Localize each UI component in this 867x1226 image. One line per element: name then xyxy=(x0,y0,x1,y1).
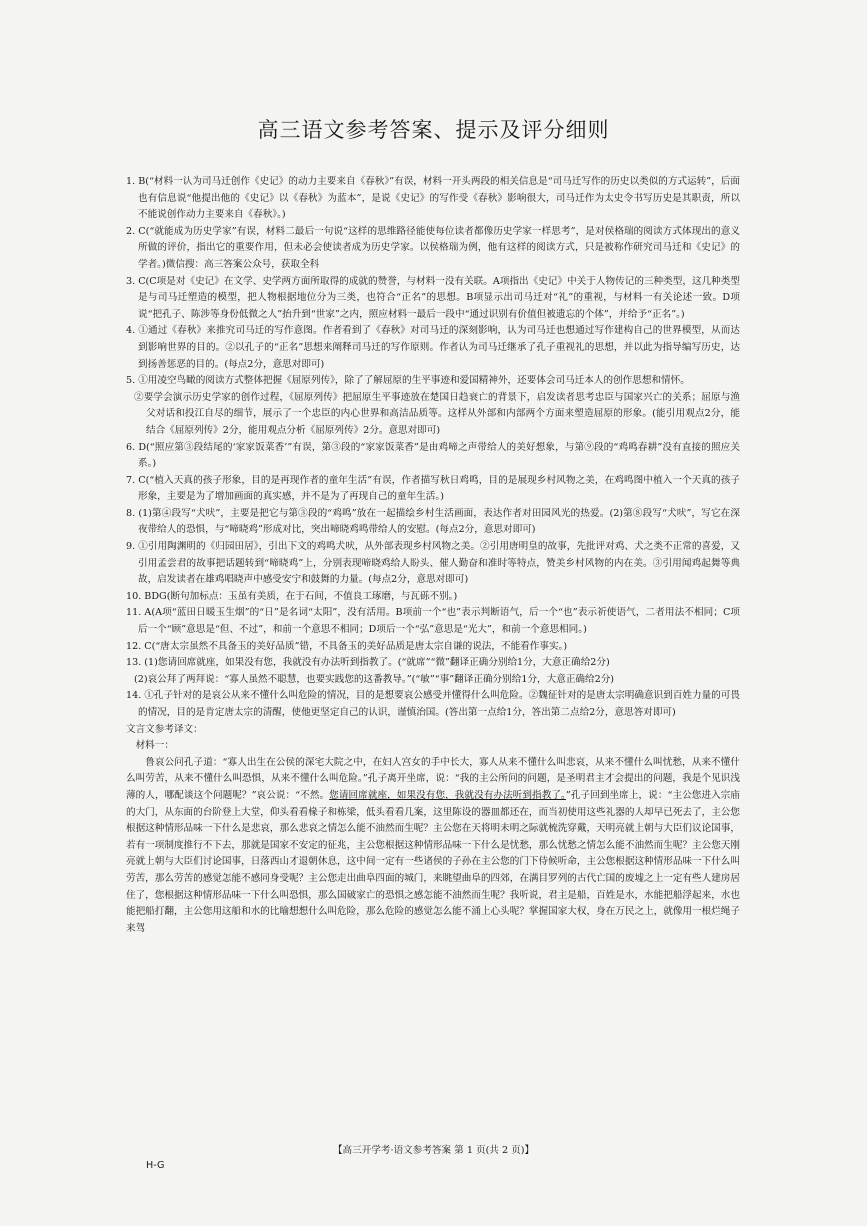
translation-material-label: 材料一： xyxy=(135,740,174,752)
answer-q4: 4. ①通过《春秋》来推究司马迁的写作意图。作者看到了《春秋》对司马迁的深刻影响，认为司马迁也想通过写作建构自己的世界模型，从而达到影响世界的目的。②以孔子的“正名”思想来阐释司马迁的写作原则。作者认为司马迁继承了孔子重视礼的思想，并以此为指导编写历史，达到扬善惩恶的目的。(每点2分，意思对即可) xyxy=(126,325,740,370)
answer-q8: 8. (1)第④段写“犬吠”，主要是把它与第③段的“鸡鸣”放在一起描绘乡村生活画面，表达作者对田园风光的热爱。(2)第⑧段写“犬吠”，写它在深夜带给人的恐惧，与“啼晓鸡”形成对比，突出啼晓鸡鸣带给人的安慰。(每点2分，意思对即可) xyxy=(126,507,740,536)
answer-q11: 11. A(A项“蓝田日暖玉生烟”的“日”是名词“太阳”，没有活用。B项前一个“也”表示判断语气，后一个“也”表示祈使语气，二者用法不相同；C项后一个“顾”意思是“但、不过”，和前一个意思不相同；D项后一个“弘”意思是“光大”，和前一个意思相同。) xyxy=(126,607,740,636)
answer-q14: 14. ①孔子针对的是哀公从来不懂什么叫危险的情况，目的是想要哀公感受并懂得什么叫危险。②魏征针对的是唐太宗明确意识到百姓力量的可畏的情况，目的是肯定唐太宗的清醒，使他更坚定自己的认识，谨慎治国。(答出第一点给1分，答出第二点给2分，意思答对即可) xyxy=(126,690,740,718)
translation-text-after: ”孔子回到坐席上，说：“主公您进入宗庙的大门，从东面的台阶登上大堂，仰头看看椽子和栋梁，低头看看几案，这里陈设的器皿都还在，而当初使用这些礼器的人却早已死去了，主公您根据这种情形品味一下什么是悲哀，那么悲哀之情怎么能不油然而生呢？主公您在天将明未明之际就梳洗穿戴，天明亮就上朝与大臣们议论国事，若有一项制度推行不下去，那就是国家不安定的征兆，主公您根据这种情形品味一下什么是忧愁，那么忧愁之情怎么能不油然而生呢？主公您天刚亮就上朝与大臣们讨论国事，日落西山才退朝休息，这中间一定有一些诸侯的子孙在主公您的门下侍候听命，主公您根据这种情形品味一下什么叫劳苦，那么劳苦的感觉怎能不感同身受呢？主公您走出曲阜四面的城门，来眺望曲阜的四郊，在满目罗列的古代亡国的废墟之上一定有些人建房居住了，您根据这种情形品味一下什么叫恐惧，那么国破家亡的恐惧之感怎能不油然而生呢？我听说，君主是船，百姓是水，水能把船浮起来，水也能把船打翻，主公您用这船和水的比喻想想什么叫危险，那么危险的感觉怎么能不涌上心头呢？掌握国家大权，身在万民之上，就像用一根烂绳子来驾 xyxy=(126,789,741,934)
answer-q12: 12. C(“唐太宗虽然不具备玉的美好品质”错，不具备玉的美好品质是唐太宗自谦的说法，不能看作事实。) xyxy=(126,640,568,652)
page-title: 高三语文参考答案、提示及评分细则 xyxy=(257,118,610,142)
answer-q3: 3. C(C项是对《史记》在文学、史学两方面所取得的成就的赞誉，与材料一没有关联。A项指出《史记》中关于人物传记的三种类型，这几种类型是与司马迁塑造的模型，把人物根据地位分为三类，也符合“正名”的思想。B项显示出司马迁对“礼”的重视，与材料一有关论述一致。D项说“把孔子、陈涉等身份低微之人”抬升到“世家”之内，照应材料一最后一段中“通过识别有价值但被遗忘的个体”，并给予“正名”。) xyxy=(126,275,740,320)
answer-content xyxy=(126,174,740,937)
answer-q7: 7. C(“植入天真的孩子形象，目的是再现作者的童年生活”有误，作者描写秋日鸡鸣，目的是展现乡村风物之美，在鸡鸣图中植入一个天真的孩子形象，主要是为了增加画面的真实感，并不是为了再现自己的童年生活。) xyxy=(126,474,740,503)
answer-q10: 10. BDG(断句加标点：玉虽有美质，在于石间，不值良工琢磨，与瓦砾不别。) xyxy=(126,590,458,602)
answer-q13-part2: (2)哀公拜了两拜说：“寡人虽然不聪慧，也要实践您的这番教导。”(“敏”“事”翻译正确分别给1分，大意正确给2分) xyxy=(134,673,615,685)
translation-heading: 文言文参考译文： xyxy=(126,723,203,735)
answer-q5-part2: ②要学会演示历史学家的创作过程，《屈原列传》把屈原生平事迹放在楚国日趋衰亡的背景下，启发读者思考忠臣与国家兴亡的关系；屈原与渔父对话和投江自尽的细节，展示了一个忠臣的内心世界和高洁品质等。这样从外部和内部两个方面来塑造屈原的形象。(能引用观点2分，能结合《屈原列传》2分，能用观点分析《屈原列传》2分。意思对即可) xyxy=(134,391,740,436)
answer-q2: 2. C(“就能成为历史学家”有误，材料二最后一句说“这样的思维路径能使每位读者都像历史学家一样思考”，是对侯格瑞的阅读方式体现出的意义所做的评价，指出它的重要作用，但未必会使读者成为历史学家。以侯格瑞为例，他有这样的阅读方式，只是被称作研究司马迁和《史记》的学者。)微信搜：高三答案公众号，获取全科 xyxy=(126,225,740,270)
answer-q5-part1: 5. ①用凌空鸟瞰的阅读方式整体把握《屈原列传》，除了了解屈原的生平事迹和爱国精神外，还要体会司马迁本人的创作思想和情怀。 xyxy=(126,375,690,387)
paper-code: H-G xyxy=(146,1160,165,1171)
answer-q1: 1. B(“材料一认为司马迁创作《史记》的动力主要来自《春秋》”有误，材料一开头两段的相关信息是“司马迁写作的历史以类似的方式运转”，后面也有信息说“他提出他的《史记》以《春秋》为蓝本”，是说《史记》的写作受《春秋》影响很大，司马迁作为太史令书写历史是其职责，所以不能说创作动力主要来自《春秋》。) xyxy=(126,176,740,221)
answer-q13-part1: 13. (1)您请回席就座，如果没有您，我就没有办法听到指教了。(“就席”“微”翻译正确分别给1分，大意正确给2分) xyxy=(126,657,610,669)
translation-underlined-sentence: 您请回席就座，如果没有您，我就没有办法听到指教了。 xyxy=(329,789,566,801)
answer-q6: 6. D(“照应第③段结尾的‘家家饭菜香’”有误，第③段的“家家饭菜香”是由鸡啼之声带给人的美好想象，与第⑨段的“鸡鸣春耕”没有直接的照应关系。) xyxy=(126,441,740,470)
translation-paragraph xyxy=(126,755,740,938)
page-footer: 【高三开学考·语文参考答案 第 1 页(共 2 页)】 xyxy=(332,1145,535,1156)
answer-q9: 9. ①引用陶渊明的《归园田居》，引出下文的鸡鸣犬吠，从外部表现乡村风物之美。②引用唐明皇的故事，先批评对鸡、犬之类不正常的喜爱，又引用孟尝君的故事把话题转到“啼晓鸡”上，分别表现啼晓鸡给人盼头、催人勤奋和准时等特点，赞美乡村风物的内在美。③引用闻鸡起舞等典故，启发读者在雄鸡唱晓声中感受安宁和鼓舞的力量。(每点2分，意思对即可) xyxy=(126,541,740,586)
translation-text-before: 鲁哀公问孔子道：“寡人出生在公侯的深宅大院之中，在妇人宫女的手中长大，寡人从来不懂什么叫悲哀，从来不懂什么叫忧愁，从来不懂什么叫劳苦，从来不懂什么叫恐惧，从来不懂什么叫危险。”孔子离开坐席，说：“我的主公所问的问题，是圣明君主才会提出的问题，我是个见识浅薄的人，哪配谈这个问题呢？”哀公说：“不然。 xyxy=(126,756,740,801)
